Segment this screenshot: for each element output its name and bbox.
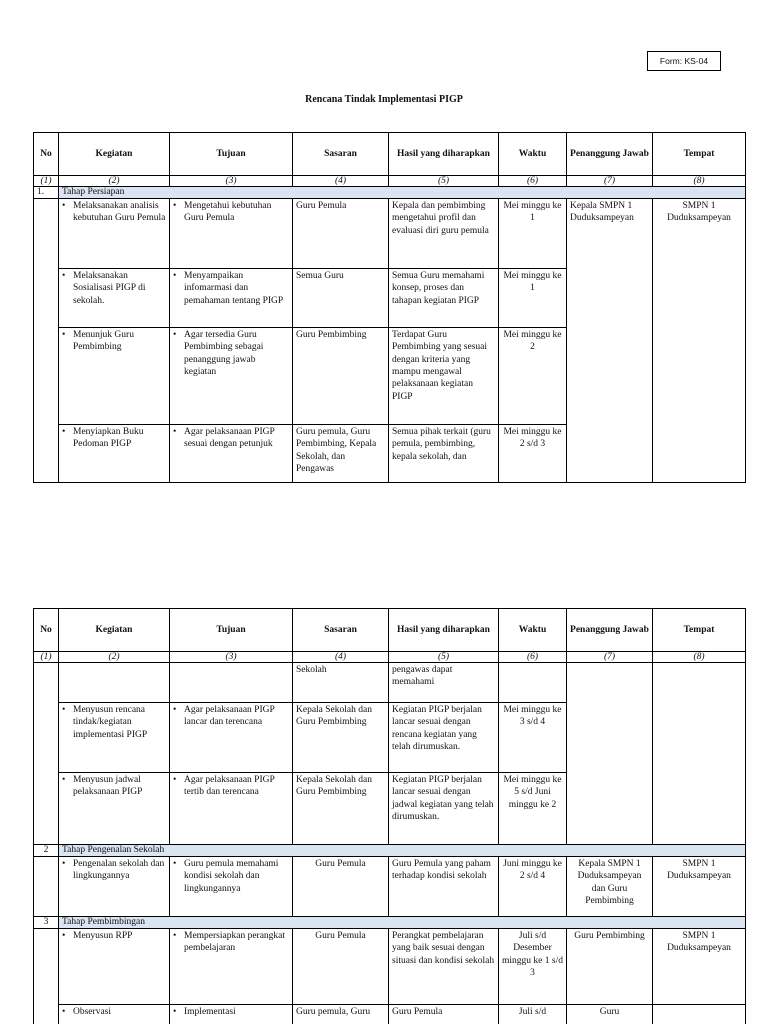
header-tujuan: Tujuan xyxy=(170,609,293,652)
hasil-text: Terdapat Guru Pembimbing yang sesuai dengan kriteria yang mampu mengawal pelaksanaan kegiatan PIGP xyxy=(389,328,499,425)
sasaran-text: Sekolah xyxy=(293,663,389,703)
plan-table-page-2 xyxy=(33,608,746,1024)
header-no: No xyxy=(34,133,59,176)
table-row xyxy=(34,663,746,703)
table-row xyxy=(34,929,746,1005)
col-number: (2) xyxy=(59,652,170,663)
header-no: No xyxy=(34,609,59,652)
phase-number: 3 xyxy=(34,917,59,929)
sasaran-text: Semua Guru xyxy=(293,269,389,328)
row-no-cell xyxy=(34,663,59,845)
col-number: (4) xyxy=(293,652,389,663)
header-hasil: Hasil yang diharapkan xyxy=(389,133,499,176)
hasil-text: Semua Guru memahami konsep, proses dan tahapan kegiatan PIGP xyxy=(389,269,499,328)
kegiatan-text: Menyiapkan Buku Pedoman PIGP xyxy=(73,427,144,450)
header-sasaran: Sasaran xyxy=(293,133,389,176)
bullet-icon: • xyxy=(62,705,66,715)
bullet-icon: • xyxy=(62,1007,66,1017)
bullet-icon: • xyxy=(62,931,66,941)
penanggung-jawab-text xyxy=(567,663,653,845)
header-waktu: Waktu xyxy=(499,609,567,652)
sasaran-text: Guru pemula, Guru Pembimbing, Kepala Sekolah, dan Pengawas xyxy=(293,425,389,483)
header-waktu: Waktu xyxy=(499,133,567,176)
col-number: (3) xyxy=(170,176,293,187)
bullet-icon: • xyxy=(62,201,66,211)
row-no-cell xyxy=(34,929,59,1024)
waktu-text: Juli s/d xyxy=(499,1005,567,1024)
bullet-icon: • xyxy=(62,330,66,340)
kegiatan-text: Pengenalan sekolah dan lingkungannya xyxy=(73,859,165,882)
bullet-icon: • xyxy=(173,931,177,941)
col-number: (7) xyxy=(567,176,653,187)
waktu-text: Juni minggu ke 2 s/d 4 xyxy=(499,857,567,917)
kegiatan-text: Menunjuk Guru Pembimbing xyxy=(73,330,134,353)
waktu-text: Mei minggu ke 1 xyxy=(499,269,567,328)
row-no-cell xyxy=(34,199,59,483)
bullet-icon: • xyxy=(173,705,177,715)
col-number: (6) xyxy=(499,176,567,187)
col-number: (4) xyxy=(293,176,389,187)
header-penanggung-jawab: Penanggung Jawab xyxy=(567,609,653,652)
plan-table-page-1 xyxy=(33,132,746,483)
col-number: (6) xyxy=(499,652,567,663)
waktu-text xyxy=(499,663,567,703)
sasaran-text: Guru Pembimbing xyxy=(293,328,389,425)
sasaran-text: Guru Pemula xyxy=(293,199,389,269)
tempat-text xyxy=(653,663,746,845)
penanggung-jawab-text: Guru Pembimbing xyxy=(567,929,653,1005)
hasil-text: Guru Pemula xyxy=(389,1005,499,1024)
bullet-icon: • xyxy=(62,775,66,785)
bullet-icon: • xyxy=(173,775,177,785)
tujuan-text: Implementasi xyxy=(184,1007,236,1017)
col-number: (1) xyxy=(34,176,59,187)
kegiatan-text: Menyusun RPP xyxy=(73,931,133,941)
phase-label: Tahap Pengenalan Sekolah xyxy=(59,845,746,857)
waktu-text: Mei minggu ke 2 xyxy=(499,328,567,425)
tujuan-text: Agar tersedia Guru Pembimbing sebagai penanggung jawab kegiatan xyxy=(184,330,264,378)
tujuan-text xyxy=(170,663,293,703)
phase-number: 2 xyxy=(34,845,59,857)
sasaran-text: Guru Pemula xyxy=(293,929,389,1005)
phase-label: Tahap Pembimbingan xyxy=(59,917,746,929)
hasil-text: Guru Pemula yang paham terhadap kondisi sekolah xyxy=(389,857,499,917)
hasil-text: Semua pihak terkait (guru pemula, pembimbing, kepala sekolah, dan xyxy=(389,425,499,483)
tempat-text: SMPN 1 Duduksampeyan xyxy=(653,929,746,1005)
bullet-icon: • xyxy=(62,427,66,437)
hasil-text: Kepala dan pembimbing mengetahui profil dan evaluasi diri guru pemula xyxy=(389,199,499,269)
sasaran-text: Kepala Sekolah dan Guru Pembimbing xyxy=(293,703,389,773)
penanggung-jawab-text: Guru xyxy=(567,1005,653,1024)
hasil-text: Kegiatan PIGP berjalan lancar sesuai dengan rencana kegiatan yang telah dirumuskan. xyxy=(389,703,499,773)
header-sasaran: Sasaran xyxy=(293,609,389,652)
penanggung-jawab-text: Kepala SMPN 1 Duduksampeyan dan Guru Pembimbing xyxy=(567,857,653,917)
col-number: (8) xyxy=(653,652,746,663)
penanggung-jawab-text: Kepala SMPN 1 Duduksampeyan xyxy=(567,199,653,483)
bullet-icon: • xyxy=(173,330,177,340)
sasaran-text: Guru pemula, Guru xyxy=(293,1005,389,1024)
header-hasil: Hasil yang diharapkan xyxy=(389,609,499,652)
tujuan-text: Mengetahui kebutuhan Guru Pemula xyxy=(184,201,272,224)
waktu-text: Mei minggu ke 5 s/d Juni minggu ke 2 xyxy=(499,773,567,845)
table-row xyxy=(34,857,746,917)
kegiatan-text: Melaksanakan Sosialisasi PIGP di sekolah. xyxy=(73,271,146,306)
tujuan-text: Mempersiapkan perangkat pembelajaran xyxy=(184,931,286,954)
waktu-text: Mei minggu ke 1 xyxy=(499,199,567,269)
row-no-cell xyxy=(34,857,59,917)
header-penanggung-jawab: Penanggung Jawab xyxy=(567,133,653,176)
col-number: (1) xyxy=(34,652,59,663)
col-number: (2) xyxy=(59,176,170,187)
table-row xyxy=(34,1005,746,1024)
sasaran-text: Guru Pemula xyxy=(293,857,389,917)
bullet-icon: • xyxy=(62,859,66,869)
kegiatan-text: Observasi xyxy=(73,1007,111,1017)
bullet-icon: • xyxy=(62,271,66,281)
table-row xyxy=(34,199,746,269)
col-number: (8) xyxy=(653,176,746,187)
tujuan-text: Menyampaikan infomarmasi dan pemahaman tentang PIGP xyxy=(184,271,284,306)
waktu-text: Mei minggu ke 3 s/d 4 xyxy=(499,703,567,773)
waktu-text: Juli s/d Desember minggu ke 1 s/d 3 xyxy=(499,929,567,1005)
phase-label: Tahap Persiapan xyxy=(59,187,746,199)
hasil-text: Perangkat pembelajaran yang baik sesuai dengan situasi dan kondisi sekolah xyxy=(389,929,499,1005)
header-kegiatan: Kegiatan xyxy=(59,133,170,176)
tempat-text xyxy=(653,1005,746,1024)
col-number: (3) xyxy=(170,652,293,663)
tujuan-text: Agar pelaksanaan PIGP lancar dan terencana xyxy=(184,705,275,728)
col-number: (7) xyxy=(567,652,653,663)
col-number: (5) xyxy=(389,176,499,187)
kegiatan-text: Menyusun rencana tindak/kegiatan implementasi PIGP xyxy=(73,705,148,740)
bullet-icon: • xyxy=(173,201,177,211)
tujuan-text: Agar pelaksanaan PIGP tertib dan terencana xyxy=(184,775,275,798)
waktu-text: Mei minggu ke 2 s/d 3 xyxy=(499,425,567,483)
header-tempat: Tempat xyxy=(653,133,746,176)
header-tempat: Tempat xyxy=(653,609,746,652)
bullet-icon: • xyxy=(173,1007,177,1017)
kegiatan-text xyxy=(59,663,170,703)
kegiatan-text: Melaksanakan analisis kebutuhan Guru Pemula xyxy=(73,201,166,224)
tujuan-text: Agar pelaksanaan PIGP sesuai dengan petunjuk xyxy=(184,427,275,450)
hasil-text: Kegiatan PIGP berjalan lancar sesuai dengan jadwal kegiatan yang telah dirumuskan. xyxy=(389,773,499,845)
col-number: (5) xyxy=(389,652,499,663)
tempat-text: SMPN 1 Duduksampeyan xyxy=(653,199,746,483)
bullet-icon: • xyxy=(173,271,177,281)
kegiatan-text: Menyusun jadwal pelaksanaan PIGP xyxy=(73,775,143,798)
sasaran-text: Kepala Sekolah dan Guru Pembimbing xyxy=(293,773,389,845)
phase-number: 1. xyxy=(34,187,59,199)
tujuan-text: Guru pemula memahami kondisi sekolah dan lingkungannya xyxy=(184,859,279,894)
bullet-icon: • xyxy=(173,427,177,437)
header-tujuan: Tujuan xyxy=(170,133,293,176)
tempat-text: SMPN 1 Duduksampeyan xyxy=(653,857,746,917)
bullet-icon: • xyxy=(173,859,177,869)
form-code: Form: KS-04 xyxy=(647,51,721,71)
document-title: Rencana Tindak Implementasi PIGP xyxy=(305,94,463,105)
header-kegiatan: Kegiatan xyxy=(59,609,170,652)
hasil-text: pengawas dapat memahami xyxy=(389,663,499,703)
